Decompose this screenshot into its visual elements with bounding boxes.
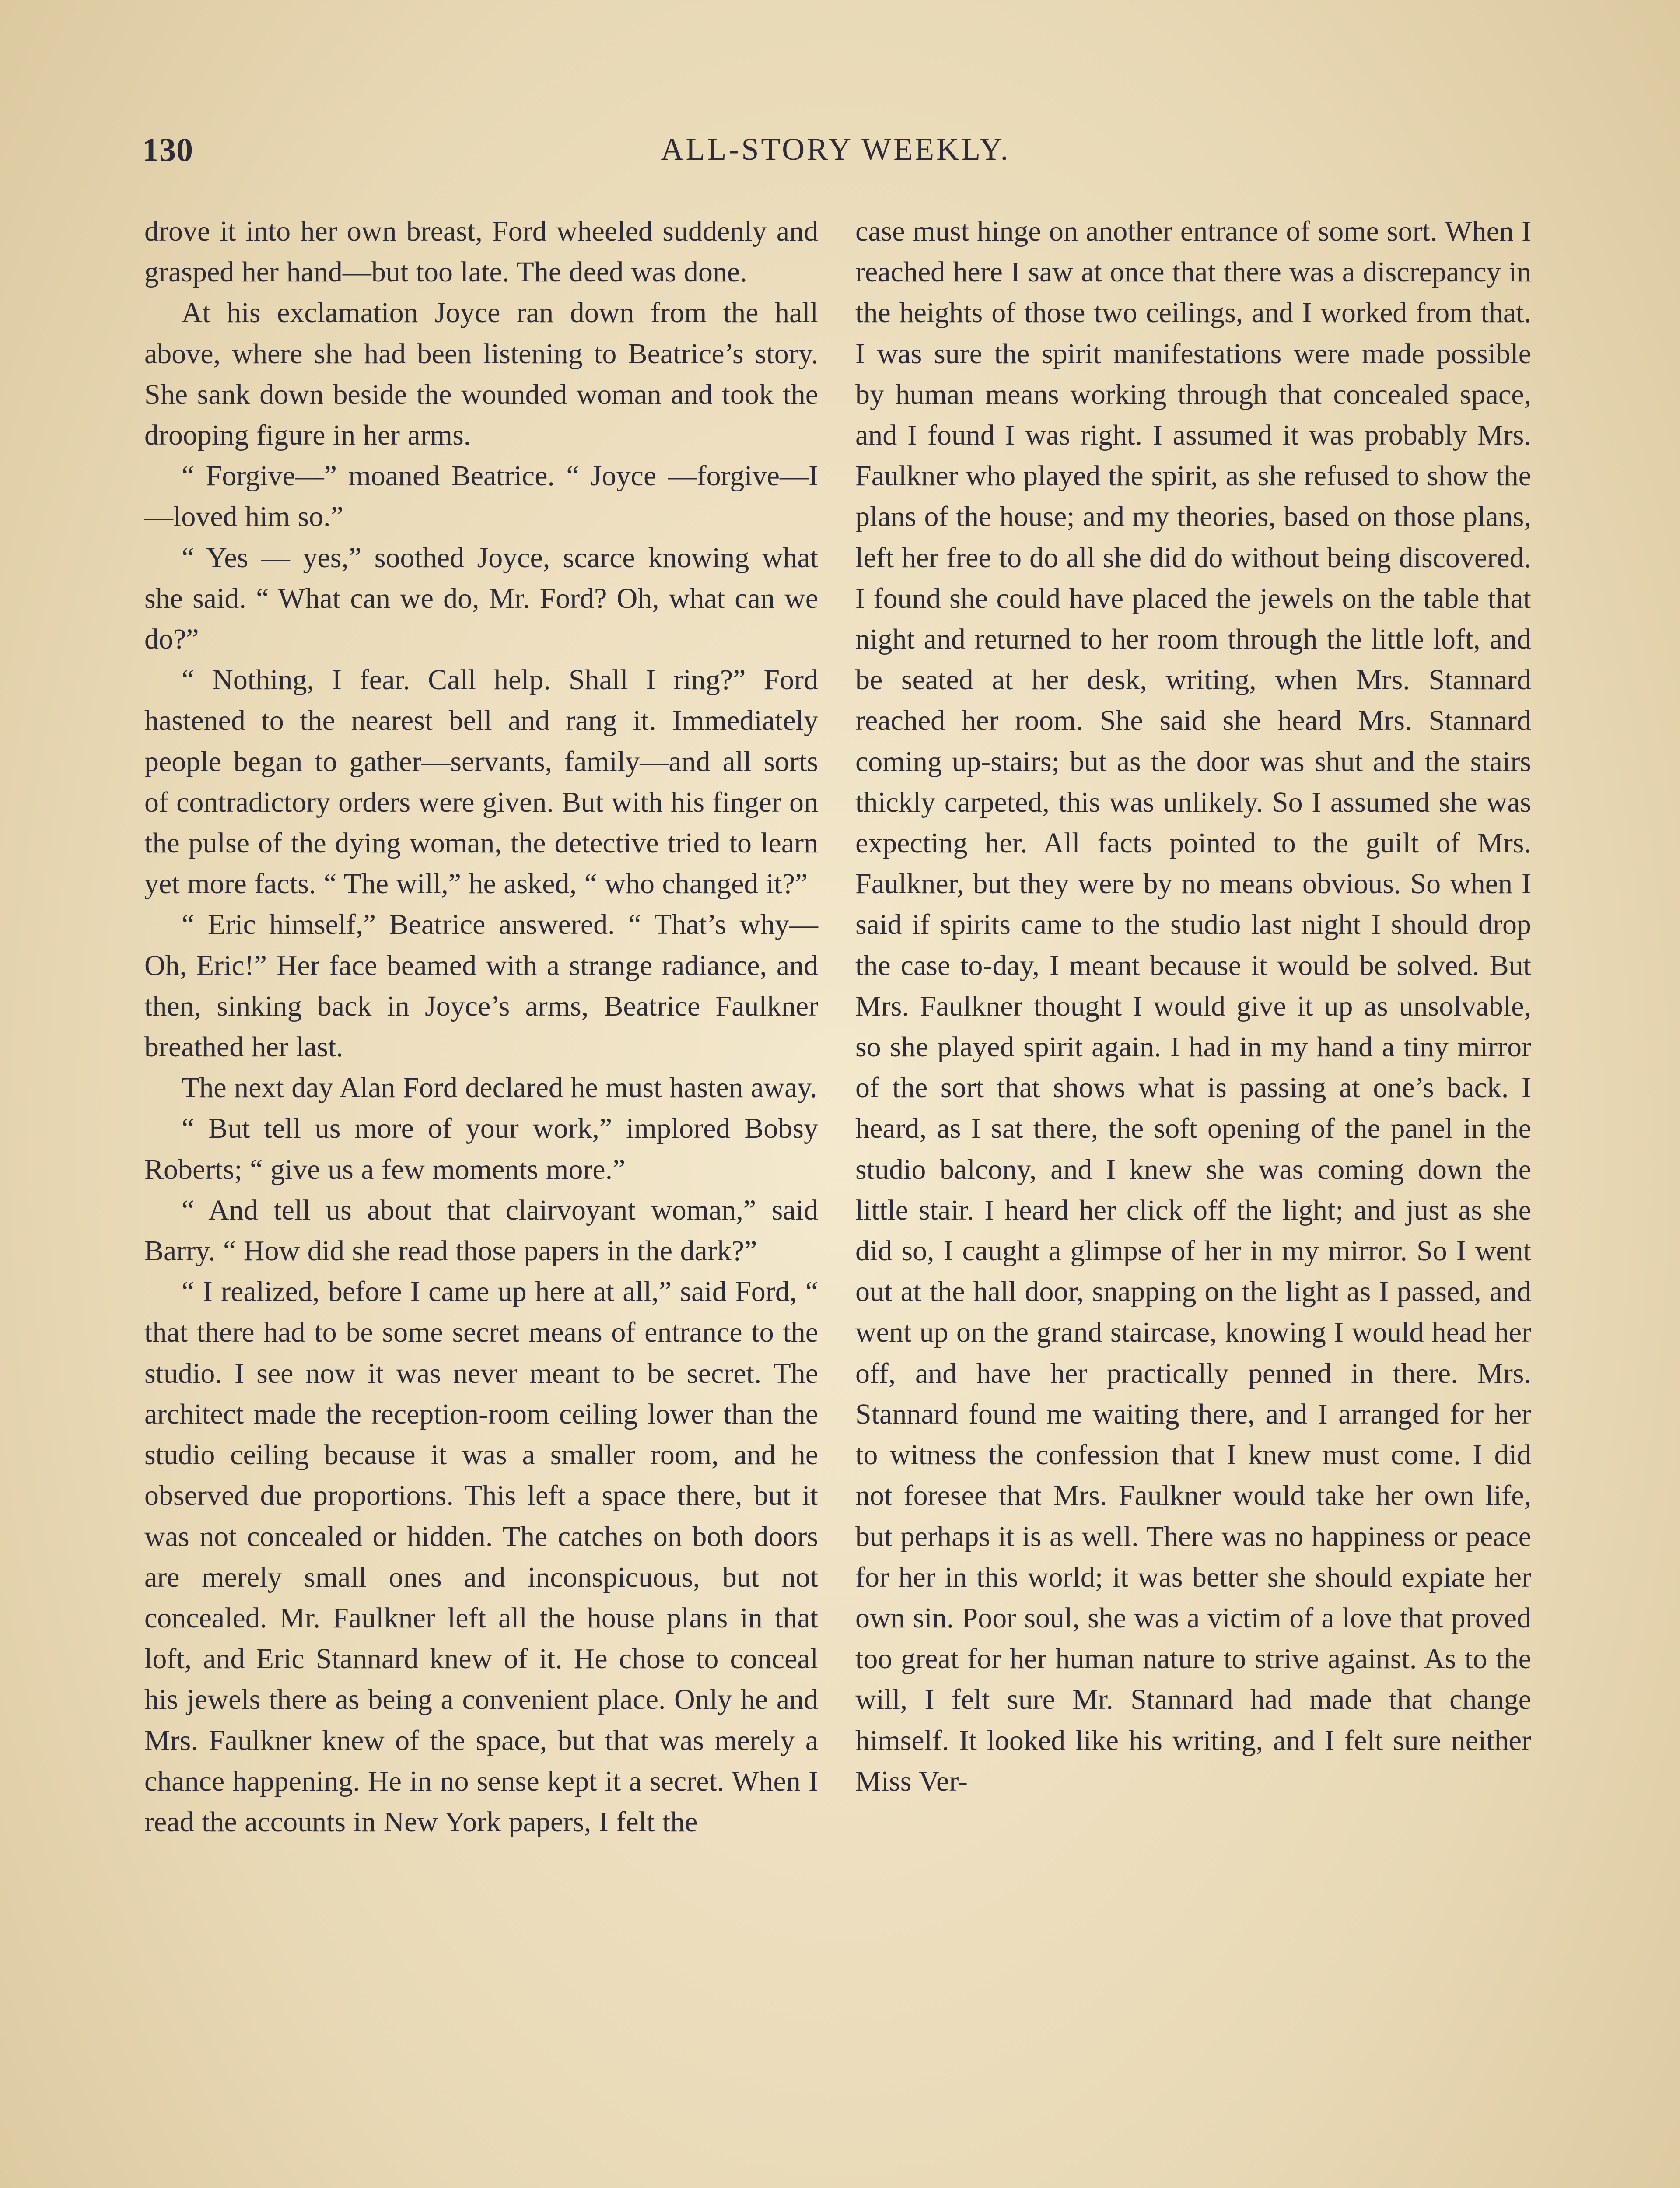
left-column-paragraph: “ Yes — yes,” soothed Joyce, scarce knowing what she said. “ What can we do, Mr. Ford? Oh, what can we do?” — [144, 541, 818, 656]
left-column-paragraph: “ But tell us more of your work,” implored Bobsy Roberts; “ give us a few moments more.” — [144, 1112, 818, 1185]
left-column-paragraph: “ And tell us about that clairvoyant woman,” said Barry. “ How did she read those papers in the dark?” — [144, 1194, 818, 1267]
page-header — [142, 131, 1529, 184]
left-column-paragraph: drove it into her own breast, Ford wheeled suddenly and grasped her hand—but too late. The deed was done. — [144, 215, 818, 288]
left-column-paragraph: “ Nothing, I fear. Call help. Shall I ring?” Ford hastened to the nearest bell and rang it. Immediately people began to gather—servants, family—and all sorts of contradictory orders were given. But with his finger on the pulse of the dying woman, the detective tried to learn yet more facts. “ The will,” he asked, “ who changed it?” — [144, 664, 818, 900]
left-column-paragraph: “ Forgive—” moaned Beatrice. “ Joyce —forgive—I—loved him so.” — [144, 460, 818, 533]
left-column-paragraph: “ I realized, before I came up here at all,” said Ford, “ that there had to be some secret means of entrance to the studio. I see now it was never meant to be secret. The architect made the reception-room ceiling lower than the studio ceiling because it was a smaller room, and he observed due proportions. This left a space there, but it was not concealed or hidden. The catches on both doors are merely small ones and inconspicuous, but not concealed. Mr. Faulkner left all the house plans in that loft, and Eric Stannard knew of it. He chose to conceal his jewels there as being a convenient place. Only he and Mrs. Faulkner knew of the space, but that was merely a chance happening. He in no sense kept it a secret. When I read the accounts in New York papers, I felt the — [144, 1276, 818, 1838]
left-column-paragraph: The next day Alan Ford declared he must hasten away. — [182, 1072, 817, 1104]
running-head: ALL-STORY WEEKLY. — [661, 132, 1011, 167]
page-number: 130 — [142, 132, 193, 168]
left-column — [144, 211, 818, 2188]
right-column — [855, 211, 1531, 2188]
left-column-paragraph: At his exclamation Joyce ran down from the hall above, where she had been listening to Beatrice’s story. She sank down beside the wounded woman and took the drooping figure in her arms. — [144, 297, 818, 452]
right-column-paragraph: case must hinge on another entrance of some sort. When I reached here I saw at once that there was a discrepancy in the heights of those two ceilings, and I worked from that. I was sure the spirit manifestations were made possible by human means working through that concealed space, and I found I was right. I assumed it was probably Mrs. Faulkner who played the spirit, as she refused to show the plans of the house; and my theories, based on those plans, left her free to do all she did do without being discovered. I found she could have placed the jewels on the table that night and returned to her room through the little loft, and be seated at her desk, writing, when Mrs. Stannard reached her room. She said she heard Mrs. Stannard coming up-stairs; but as the door was shut and the stairs thickly carpeted, this was unlikely. So I assumed she was expecting her. All facts pointed to the guilt of Mrs. Faulkner, but they were by no means obvious. So when I said if spirits came to the studio last night I should drop the case to-day, I meant because it would be solved. But Mrs. Faulkner thought I would give it up as unsolvable, so she played spirit again. I had in my hand a tiny mirror of the sort that shows what is passing at one’s back. I heard, as I sat there, the soft opening of the panel in the studio balcony, and I knew she was coming down the little stair. I heard her click off the light; and just as she did so, I caught a glimpse of her in my mirror. So I went out at the hall door, snapping on the light as I passed, and went up on the grand staircase, knowing I would head her off, and have her practically penned in there. Mrs. Stannard found me waiting there, and I arranged for her to witness the confession that I knew must come. I did not foresee that Mrs. Faulkner would take her own life, but perhaps it is as well. There was no happiness or peace for her in this world; it was better she should expiate her own sin. Poor soul, she was a victim of a love that proved too great for her human nature to strive against. As to the will, I felt sure Mr. Stannard had made that change himself. It looked like his writing, and I felt sure neither Miss Ver- — [855, 215, 1531, 1797]
left-column-paragraph: “ Eric himself,” Beatrice answered. “ That’s why— Oh, Eric!” Her face beamed with a strange radiance, and then, sinking back in Joyce’s arms, Beatrice Faulkner breathed her last. — [144, 908, 818, 1063]
